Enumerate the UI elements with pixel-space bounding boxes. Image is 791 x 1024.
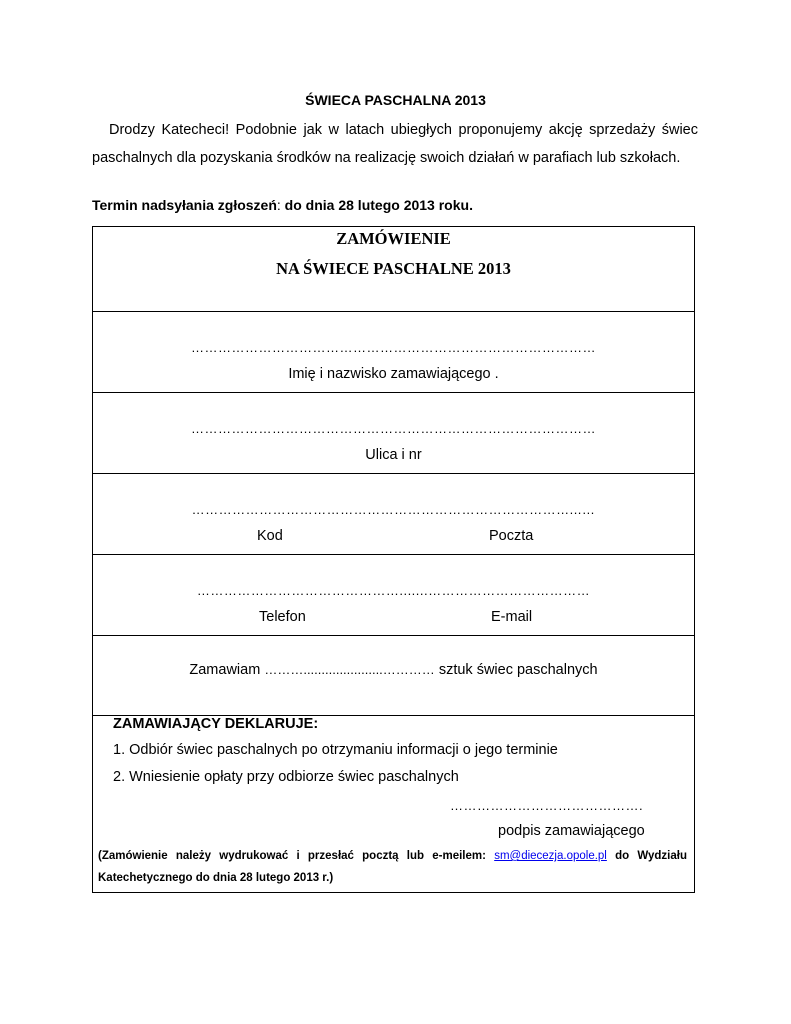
contact-field-row[interactable] <box>93 555 694 636</box>
email-link[interactable]: sm@diecezja.opole.pl <box>494 850 607 862</box>
declaration-item-1: 1. Odbiór świec paschalnych po otrzymaniu informacji o jego terminie <box>113 742 558 758</box>
quantity-prefix: Zamawiam <box>189 662 261 678</box>
quantity-suffix: sztuk świec paschalnych <box>438 662 598 678</box>
name-field-dots[interactable]: ……………………………………………………………………………… <box>191 340 596 355</box>
name-field-row[interactable] <box>93 312 694 393</box>
form-heading-line2: NA ŚWIECE PASCHALNE 2013 <box>276 259 511 278</box>
declaration-section <box>93 716 694 892</box>
declaration-item-2: 2. Wniesienie opłaty przy odbiorze świec paschalnych <box>113 769 459 785</box>
quantity-line[interactable] <box>93 662 694 678</box>
phone-label: Telefon <box>259 609 306 625</box>
intro-text: Drodzy Katecheci! Podobnie jak w latach ubiegłych proponujemy akcję sprzedaży świec paschalnych dla pozyskania środków na realizację swoich działań w parafiach lub szkołach. <box>92 122 698 166</box>
order-form <box>92 226 695 893</box>
note-suffix: do Wydziału Katechetycznego do dnia 28 lutego 2013 r.) <box>98 850 687 884</box>
street-field-label: Ulica i nr <box>365 447 422 463</box>
deadline-value: do dnia 28 lutego 2013 roku. <box>280 197 473 213</box>
form-heading-line1: ZAMÓWIENIE <box>336 229 451 248</box>
quantity-dots[interactable]: ………......................………… <box>264 662 435 677</box>
deadline-line <box>92 197 473 213</box>
street-field-row[interactable] <box>93 393 694 474</box>
contact-field-dots[interactable]: ……………………………………….......……………………………… <box>196 583 591 598</box>
submission-note <box>98 845 687 889</box>
email-label: E-mail <box>491 609 533 625</box>
postal-field-row[interactable] <box>93 474 694 555</box>
signature-dots[interactable]: ……………………………………. <box>450 798 644 813</box>
document-title: ŚWIECA PASCHALNA 2013 <box>305 92 486 108</box>
form-heading <box>93 227 694 312</box>
signature-label: podpis zamawiającego <box>498 823 645 839</box>
declaration-heading: ZAMAWIAJĄCY DEKLARUJE: <box>113 716 319 732</box>
quantity-row[interactable] <box>93 636 694 716</box>
note-prefix: (Zamówienie należy wydrukować i przesłać pocztą lub e-meilem: <box>98 850 495 862</box>
intro-paragraph <box>92 116 698 172</box>
street-field-dots[interactable]: ……………………………………………………………………………… <box>191 421 596 436</box>
postal-field-dots[interactable]: …………………………………………………………………………...… <box>191 502 596 517</box>
deadline-label: Termin nadsyłania zgłoszeń <box>92 197 277 213</box>
name-field-label: Imię i nazwisko zamawiającego . <box>288 366 499 382</box>
post-office-label: Poczta <box>489 528 534 544</box>
deadline-colon: : <box>276 197 281 213</box>
postal-code-label: Kod <box>257 528 283 544</box>
